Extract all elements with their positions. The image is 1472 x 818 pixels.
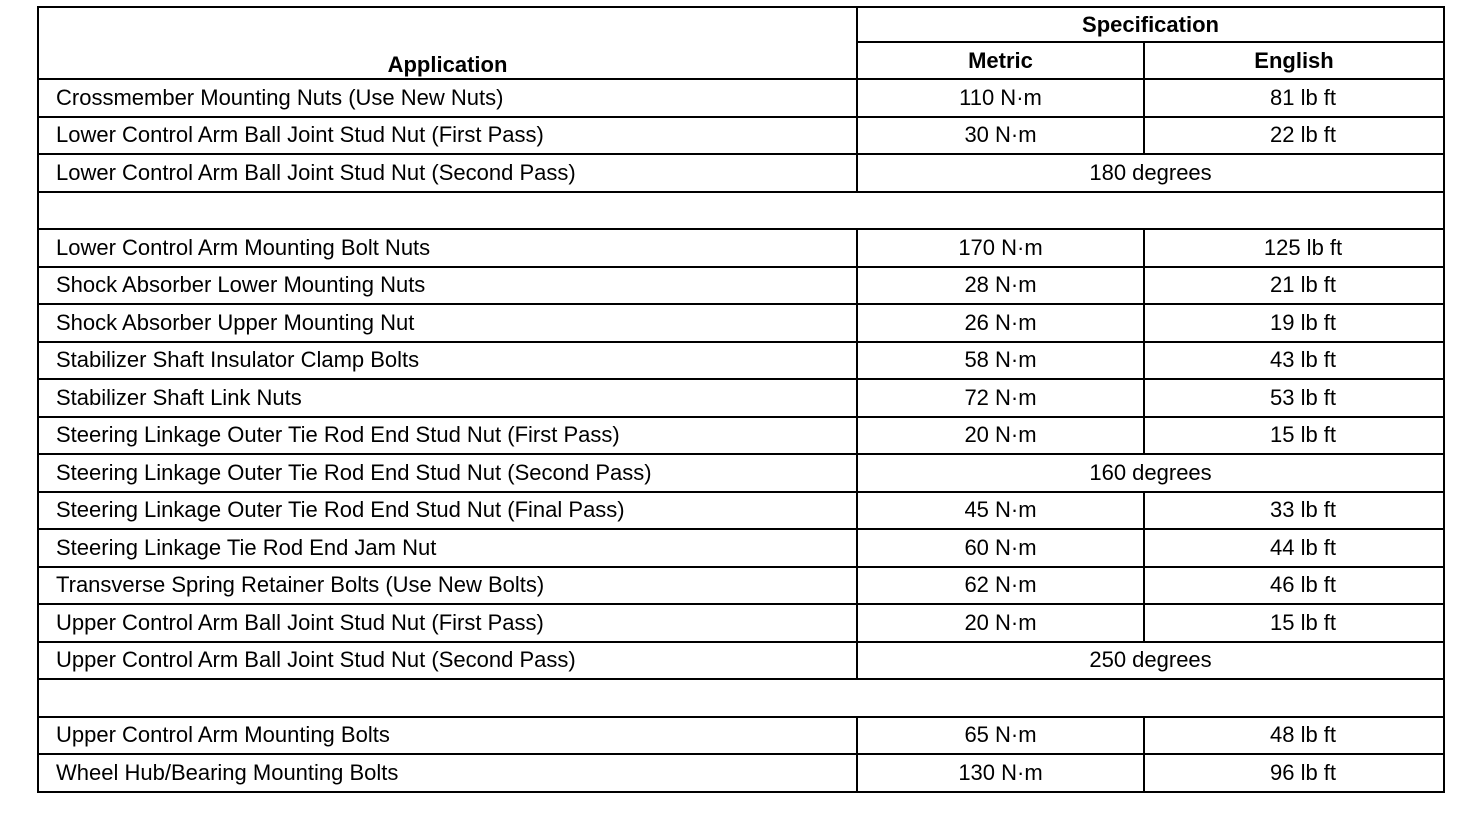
metric-cell: 20 N·m (857, 604, 1144, 642)
application-cell: Stabilizer Shaft Insulator Clamp Bolts (38, 342, 857, 380)
table-row (38, 417, 1444, 455)
table-row (38, 567, 1444, 605)
metric-cell: 58 N·m (857, 342, 1144, 380)
application-cell: Upper Control Arm Mounting Bolts (38, 717, 857, 755)
application-cell: Steering Linkage Outer Tie Rod End Stud Nut (First Pass) (38, 417, 857, 455)
table-row (38, 379, 1444, 417)
metric-cell: 110 N·m (857, 79, 1144, 117)
english-cell: 44 lb ft (1144, 529, 1444, 567)
english-cell: 21 lb ft (1144, 267, 1444, 305)
fastener-specification-sheet (37, 6, 1443, 793)
english-column-header: English (1144, 42, 1444, 79)
spacer-row (38, 192, 1444, 230)
metric-cell: 130 N·m (857, 754, 1144, 792)
application-cell: Upper Control Arm Ball Joint Stud Nut (First Pass) (38, 604, 857, 642)
table-row (38, 717, 1444, 755)
spacer-cell (38, 192, 1444, 230)
spacer-row (38, 679, 1444, 717)
metric-cell: 170 N·m (857, 229, 1144, 267)
application-column-header: Application (38, 7, 857, 79)
english-cell: 19 lb ft (1144, 304, 1444, 342)
table-row (38, 267, 1444, 305)
table-row (38, 79, 1444, 117)
application-cell: Wheel Hub/Bearing Mounting Bolts (38, 754, 857, 792)
english-cell: 96 lb ft (1144, 754, 1444, 792)
table-row (38, 492, 1444, 530)
fastener-torque-table (37, 6, 1445, 793)
application-cell: Stabilizer Shaft Link Nuts (38, 379, 857, 417)
application-cell: Steering Linkage Outer Tie Rod End Stud Nut (Final Pass) (38, 492, 857, 530)
english-cell: 22 lb ft (1144, 117, 1444, 155)
english-cell: 48 lb ft (1144, 717, 1444, 755)
english-cell: 46 lb ft (1144, 567, 1444, 605)
table-row (38, 529, 1444, 567)
spacer-cell (38, 679, 1444, 717)
table-row (38, 117, 1444, 155)
table-row (38, 604, 1444, 642)
table-row (38, 229, 1444, 267)
metric-cell: 65 N·m (857, 717, 1144, 755)
application-cell: Lower Control Arm Mounting Bolt Nuts (38, 229, 857, 267)
english-cell: 81 lb ft (1144, 79, 1444, 117)
english-cell: 15 lb ft (1144, 417, 1444, 455)
metric-cell: 30 N·m (857, 117, 1144, 155)
metric-cell: 20 N·m (857, 417, 1144, 455)
specification-column-header: Specification (857, 7, 1444, 42)
table-row (38, 154, 1444, 192)
combined-spec-cell: 160 degrees (857, 454, 1444, 492)
table-header (38, 7, 1444, 79)
metric-cell: 26 N·m (857, 304, 1144, 342)
application-cell: Upper Control Arm Ball Joint Stud Nut (Second Pass) (38, 642, 857, 680)
table-row (38, 642, 1444, 680)
application-cell: Crossmember Mounting Nuts (Use New Nuts) (38, 79, 857, 117)
application-cell: Lower Control Arm Ball Joint Stud Nut (First Pass) (38, 117, 857, 155)
table-row (38, 304, 1444, 342)
combined-spec-cell: 250 degrees (857, 642, 1444, 680)
table-row (38, 754, 1444, 792)
application-cell: Steering Linkage Tie Rod End Jam Nut (38, 529, 857, 567)
application-cell: Lower Control Arm Ball Joint Stud Nut (Second Pass) (38, 154, 857, 192)
table-row (38, 342, 1444, 380)
application-cell: Steering Linkage Outer Tie Rod End Stud Nut (Second Pass) (38, 454, 857, 492)
application-cell: Shock Absorber Lower Mounting Nuts (38, 267, 857, 305)
metric-cell: 72 N·m (857, 379, 1144, 417)
table-body (38, 79, 1444, 792)
metric-column-header: Metric (857, 42, 1144, 79)
english-cell: 43 lb ft (1144, 342, 1444, 380)
english-cell: 15 lb ft (1144, 604, 1444, 642)
application-cell: Transverse Spring Retainer Bolts (Use New Bolts) (38, 567, 857, 605)
english-cell: 33 lb ft (1144, 492, 1444, 530)
metric-cell: 45 N·m (857, 492, 1144, 530)
english-cell: 53 lb ft (1144, 379, 1444, 417)
metric-cell: 28 N·m (857, 267, 1144, 305)
metric-cell: 62 N·m (857, 567, 1144, 605)
table-row (38, 454, 1444, 492)
combined-spec-cell: 180 degrees (857, 154, 1444, 192)
metric-cell: 60 N·m (857, 529, 1144, 567)
application-cell: Shock Absorber Upper Mounting Nut (38, 304, 857, 342)
english-cell: 125 lb ft (1144, 229, 1444, 267)
